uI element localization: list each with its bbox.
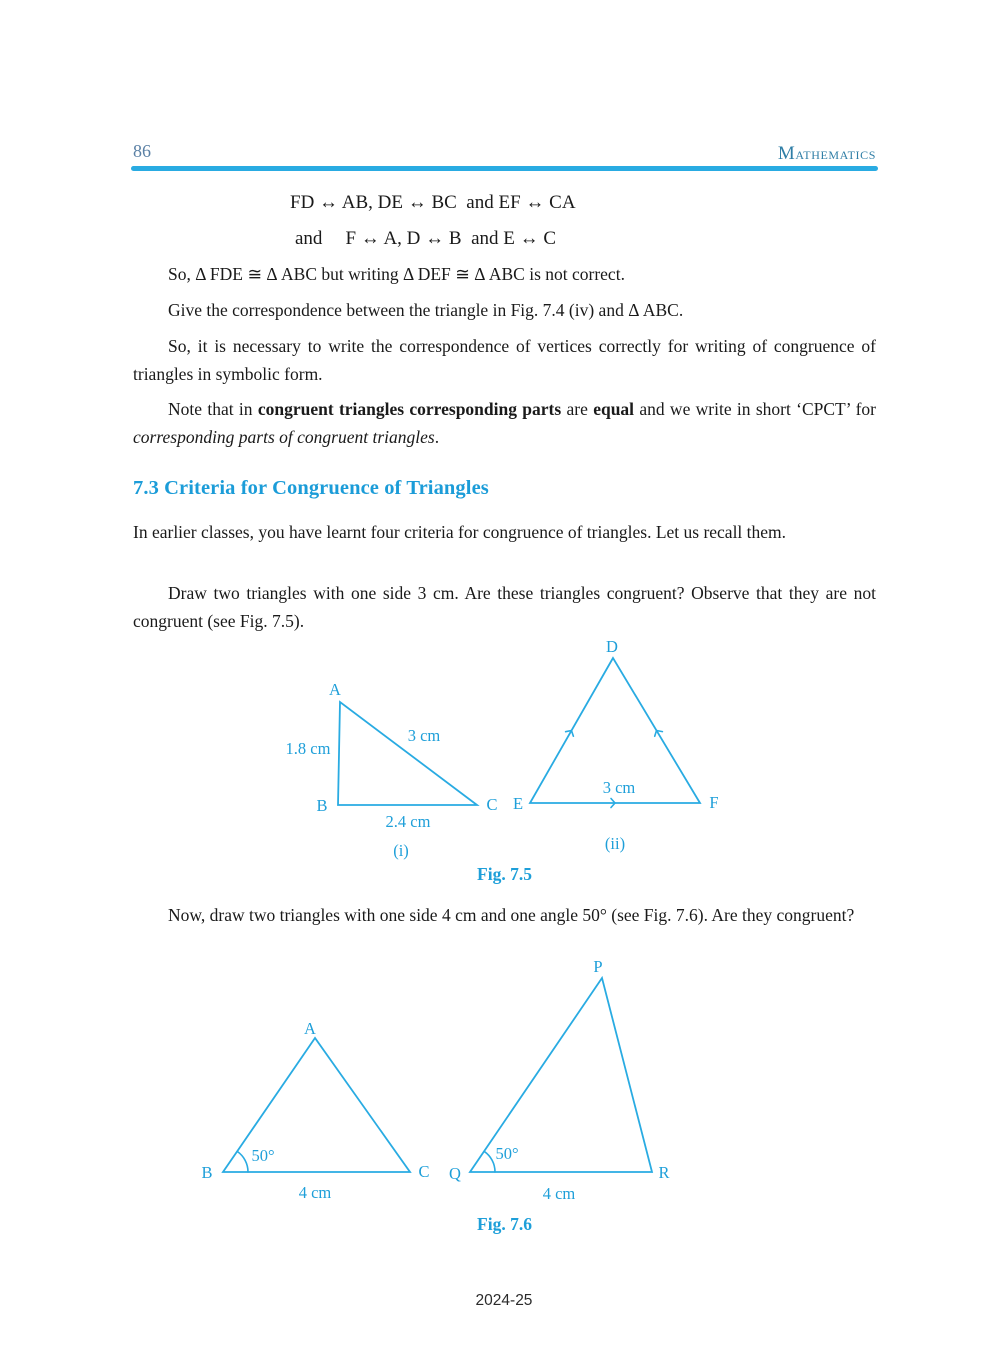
vertex-label-d: D bbox=[606, 637, 618, 656]
note-text: and we write in short ‘CPCT’ for bbox=[634, 399, 876, 419]
angle-arc-b bbox=[237, 1151, 248, 1172]
vertex-label-q: Q bbox=[449, 1164, 461, 1183]
note-text: Note that in bbox=[168, 399, 258, 419]
page-number: 86 bbox=[133, 141, 151, 161]
side-label-ab: 1.8 cm bbox=[285, 739, 331, 758]
correspondence-line-1: FD ↔ AB, DE ↔ BC and EF ↔ CA bbox=[290, 192, 576, 213]
note-text: are bbox=[561, 399, 594, 419]
angle-arc-q bbox=[484, 1151, 495, 1172]
paragraph-give-correspondence: Give the correspondence between the triangle in Fig. 7.4 (iv) and Δ ABC. bbox=[168, 300, 684, 320]
note-italic-cpct-expansion: corresponding parts of congruent triangles bbox=[133, 426, 435, 447]
vertex-label-e: E bbox=[512, 794, 524, 813]
vertex-label-a: A bbox=[304, 1019, 316, 1038]
paragraph-cpct-note bbox=[133, 396, 876, 451]
running-head: Mathematics bbox=[777, 143, 876, 164]
paragraph-necessary-correspondence: So, it is necessary to write the correspondence of vertices correctly for writing of congruence of triangles in symbolic form. bbox=[133, 336, 876, 384]
figure-7-5-caption: Fig. 7.5 bbox=[477, 864, 532, 884]
vertex-label-c: C bbox=[418, 1162, 430, 1181]
paragraph-fde-abc: So, Δ FDE ≅ Δ ABC but writing Δ DEF ≅ Δ ABC is not correct. bbox=[168, 264, 625, 284]
vertex-label-p: P bbox=[593, 957, 603, 976]
vertex-label-c: C bbox=[486, 795, 498, 814]
correspondence-line-2-rest: F ↔ A, D ↔ B and E ↔ C bbox=[345, 228, 557, 249]
vertex-label-r: R bbox=[658, 1163, 670, 1182]
header-rule bbox=[131, 166, 878, 171]
correspondence-line-2 bbox=[133, 227, 1008, 251]
subfigure-label-ii: (ii) bbox=[604, 834, 626, 853]
angle-label-b: 50° bbox=[251, 1146, 275, 1165]
note-text: . bbox=[434, 426, 440, 447]
edition-footer: 2024-25 bbox=[475, 1292, 533, 1309]
triangle-pqr-outline bbox=[470, 978, 652, 1172]
paragraph-draw-3cm: Draw two triangles with one side 3 cm. Are these triangles congruent? Observe that they are not congruent (see Fig. 7.5). bbox=[133, 583, 876, 631]
vertex-label-b: B bbox=[316, 796, 328, 815]
side-label-bc: 2.4 cm bbox=[385, 812, 431, 831]
side-label-ac: 3 cm bbox=[407, 726, 441, 745]
side-label-ef: 3 cm bbox=[602, 778, 636, 797]
paragraph-earlier-classes: In earlier classes, you have learnt four criteria for congruence of triangles. Let us recall them. bbox=[133, 522, 787, 542]
note-bold-equal: equal bbox=[593, 399, 635, 419]
vertex-label-b: B bbox=[201, 1163, 213, 1182]
angle-label-q: 50° bbox=[495, 1144, 519, 1163]
side-label-bc: 4 cm bbox=[298, 1183, 332, 1202]
triangle-abc-outline bbox=[338, 702, 477, 805]
section-heading-7-3: 7.3 Criteria for Congruence of Triangles bbox=[133, 477, 489, 499]
subfigure-label-i: (i) bbox=[393, 841, 409, 860]
side-label-qr: 4 cm bbox=[542, 1184, 576, 1203]
vertex-label-a: A bbox=[329, 680, 341, 699]
correspondence-line-2-prefix: and bbox=[295, 228, 323, 249]
note-bold-corresponding-parts: congruent triangles corresponding parts bbox=[257, 399, 562, 419]
figure-7-6 bbox=[195, 956, 795, 1208]
vertex-label-f: F bbox=[709, 793, 719, 812]
figure-7-6-caption: Fig. 7.6 bbox=[477, 1214, 532, 1234]
figure-7-5 bbox=[265, 635, 735, 863]
paragraph-draw-4cm-50deg: Now, draw two triangles with one side 4 cm and one angle 50° (see Fig. 7.6). Are they congruent? bbox=[168, 905, 855, 925]
